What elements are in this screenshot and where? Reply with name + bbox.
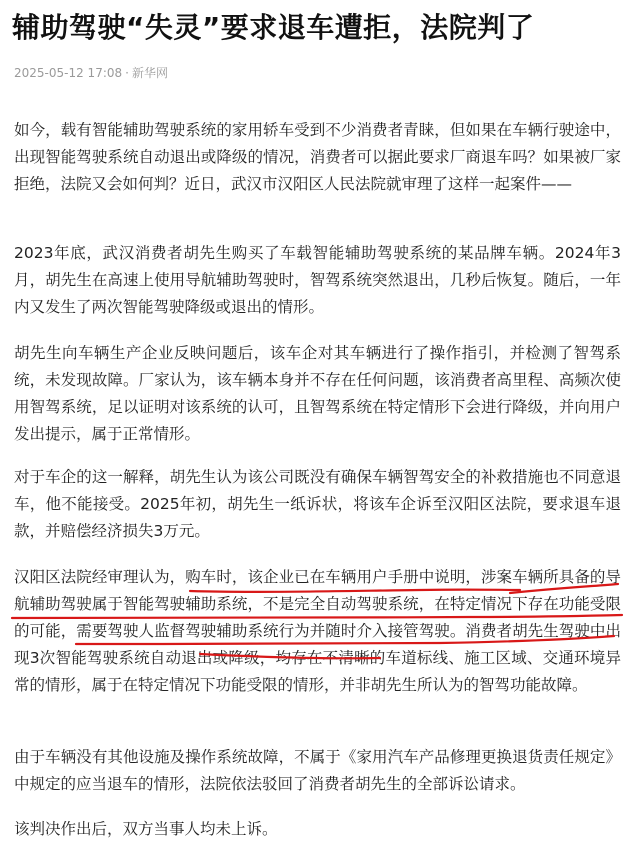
source-link[interactable]: 新华网 bbox=[131, 66, 168, 80]
paragraph-lawsuit: 对于车企的这一解释，胡先生认为该公司既没有确保车辆智驾安全的补救措施也不同意退车，他不能接受。2025年初，胡先生一纸诉状，将该车企诉至汉阳区法院，要求退车退款，并赔偿经济损失3万元。 bbox=[14, 468, 621, 540]
paragraph-judgment: 由于车辆没有其他设施及操作系统故障，不属于《家用汽车产品修理更换退货责任规定》中规定的应当退车的情形，法院依法驳回了消费者胡先生的全部诉讼请求。 bbox=[14, 748, 621, 793]
paragraph-no-appeal: 该判决作出后，双方当事人均未上诉。 bbox=[14, 820, 278, 838]
article-meta bbox=[14, 64, 168, 82]
paragraph-purchase: 2023年底，武汉消费者胡先生购买了车载智能辅助驾驶系统的某品牌车辆。2024年3月，胡先生在高速上使用导航辅助驾驶时，智驾系统突然退出，几秒后恢复。随后，一年内又发生了两次智能驾驶降级或退出的情形。 bbox=[14, 244, 621, 316]
paragraph-manufacturer-response: 胡先生向车辆生产企业反映问题后，该车企对其车辆进行了操作指引，并检测了智驾系统，未发现故障。厂家认为，该车辆本身并不存在任何问题，该消费者高里程、高频次使用智驾系统，足以证明对该系统的认可，且智驾系统在特定情形下会进行降级，并向用户发出提示，属于正常情形。 bbox=[14, 344, 621, 443]
publish-date: 2025-05-12 17:08 bbox=[14, 66, 123, 80]
paragraph-court-ruling: 汉阳区法院经审理认为，购车时，该企业已在车辆用户手册中说明，涉案车辆所具备的导航辅助驾驶属于智能驾驶辅助系统，不是完全自动驾驶系统，在特定情况下存在功能受限的可能，需要驾驶人监督驾驶辅助系统行为并随时介入接管驾驶。消费者胡先生驾驶中出现3次智能驾驶系统自动退出或降级，均存在不清晰的车道标线、施工区域、交通环境异常的情形，属于在特定情况下功能受限的情形，并非胡先生所认为的智驾功能故障。 bbox=[14, 568, 621, 694]
article-title: 辅助驾驶“失灵”要求退车遭拒，法院判了 bbox=[12, 11, 535, 44]
meta-separator: · bbox=[125, 66, 129, 80]
paragraph-intro: 如今，载有智能辅助驾驶系统的家用轿车受到不少消费者青睐，但如果在车辆行驶途中，出现智能驾驶系统自动退出或降级的情况，消费者可以据此要求厂商退车吗？如果被厂家拒绝，法院又会如何判？近日，武汉市汉阳区人民法院就审理了这样一起案件—— bbox=[14, 121, 621, 193]
